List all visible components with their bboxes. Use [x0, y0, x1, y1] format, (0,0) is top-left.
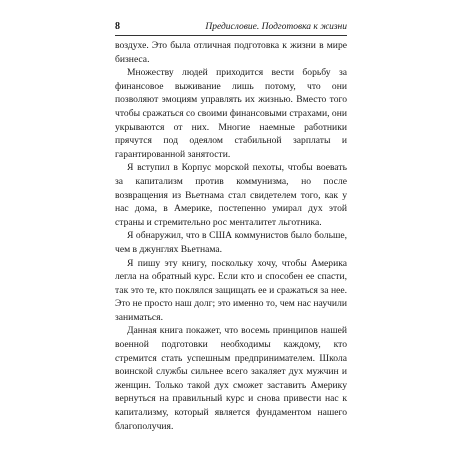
paragraph: Данная книга покажет, что восемь принципов нашей военной подготовки необходимы каждому, кто стремится стать успешным предпринимателем. Школа воинской службы сильнее всего закаляет дух мужчин и женщин. Только такой дух сможет заставить Америку вернуться на правильный курс и снова привести нас к капитализму, который является фундаментом нашего благополучия. [115, 325, 347, 432]
paragraph: Я вступил в Корпус морской пехоты, чтобы воевать за капитализм против коммунизма, но после возвращения из Вьетнама стал свидетелем того, как у нас дома, в Америке, постепенно умирал дух этой страны и стремительно рос менталитет льготника. [115, 162, 347, 228]
body-text [115, 39, 347, 433]
running-header [115, 19, 347, 36]
paragraph: Я пишу эту книгу, поскольку хочу, чтобы Америка легла на обратный курс. Если кто и способен ее спасти, так это те, кто поклялся защищать ее и сражаться за нее. Это не просто наш долг; это именно то, чем нас научили заниматься. [115, 257, 347, 323]
paragraph-continued: воздухе. Это была отличная подготовка к жизни в мире бизнеса. [115, 40, 347, 65]
page-number: 8 [115, 21, 120, 32]
paragraph: Множеству людей приходится вести борьбу за финансовое выживание лишь потому, что они позволяют эмоциям управлять их жизнью. Вместо того чтобы сражаться со своими финансовыми страхами, они укрываются от них. Многие наемные работники прячутся под одеялом стабильной зарплаты и гарантированной занятости. [115, 67, 347, 160]
paragraph: Я обнаружил, что в США коммунистов было больше, чем в джунглях Вьетнама. [115, 230, 347, 255]
running-title: Предисловие. Подготовка к жизни [205, 22, 347, 32]
